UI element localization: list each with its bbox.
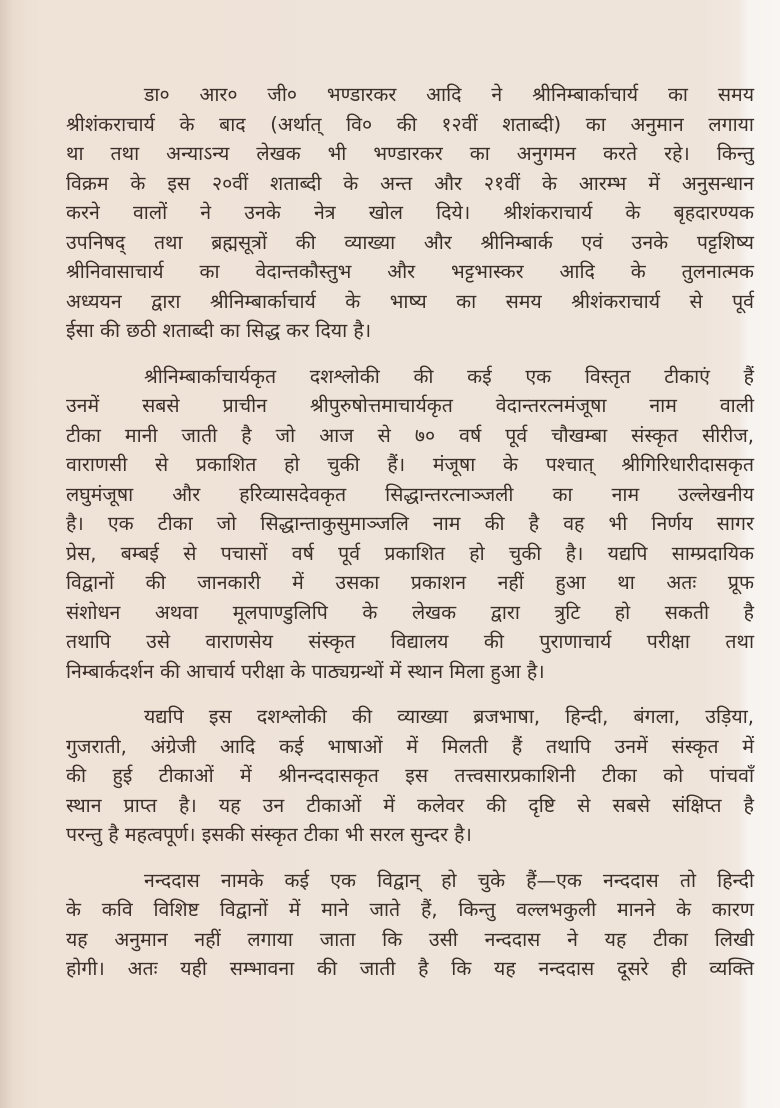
text-line: निम्बार्कदर्शन की आचार्य परीक्षा के पाठ्यग्रन्थों में स्थान मिला हुआ है। [66, 659, 545, 683]
text-line: संशोधन अथवा मूलपाण्डुलिपि के लेखक द्वारा त्रुटि हो सकती है [66, 600, 754, 624]
text-line: अध्ययन द्वारा श्रीनिम्बार्काचार्य के भाष्य का समय श्रीशंकराचार्य से पूर्व [66, 289, 754, 313]
text-line: विद्वानों की जानकारी में उसका प्रकाशन नहीं हुआ था अतः प्रूफ [66, 571, 754, 594]
text-line: स्थान प्राप्त है। यह उन टीकाओं में कलेवर की दृष्टि से सबसे संक्षिप्त है [66, 793, 754, 817]
text-line: होगी। अतः यही सम्भावना की जाती है कि यह नन्ददास दूसरे ही व्यक्ति [66, 957, 754, 980]
text-line: लघुमंजूषा और हरिव्यासदेवकृत सिद्धान्तरत्नाञ्जली का नाम उल्लेखनीय [66, 482, 754, 506]
text-line: यह अनुमान नहीं लगाया जाता कि उसी नन्ददास ने यह टीका लिखी [66, 927, 754, 951]
text-line: था तथा अन्याऽन्य लेखक भी भण्डारकर का अनुगमन करते रहे। किन्तु [66, 142, 754, 165]
paragraph [66, 866, 754, 984]
text-line: परन्तु है महत्वपूर्ण। इसकी संस्कृत टीका भी सरल सुन्दर है। [66, 823, 472, 846]
text-line: करने वालों ने उनके नेत्र खोल दिये। श्रीशंकराचार्य के बृहदारण्यक [66, 201, 754, 224]
text-line: श्रीनिवासाचार्य का वेदान्तकौस्तुभ और भट्टभास्कर आदि के तुलनात्मक [66, 260, 754, 283]
text-line: तथापि उसे वाराणसेय संस्कृत विद्यालय की पुराणाचार्य परीक्षा तथा [66, 630, 754, 653]
text-line: डा० आर० जी० भण्डारकर आदि ने श्रीनिम्बार्काचार्य का समय [144, 83, 754, 106]
text-line: उनमें सबसे प्राचीन श्रीपुरुषोत्तमाचार्यकृत वेदान्तरत्नमंजूषा नाम वाली [66, 394, 754, 417]
paragraph [66, 702, 754, 850]
text-line: ईसा की छठी शताब्दी का सिद्ध कर दिया है। [66, 319, 372, 342]
paragraph [66, 80, 754, 346]
document-body [66, 80, 754, 1000]
text-line: श्रीनिम्बार्काचार्यकृत दशश्लोकी की कई एक विस्तृत टीकाएं हैं [144, 364, 754, 388]
text-line: यद्यपि इस दशश्लोकी की व्याख्या ब्रजभाषा, हिन्दी, बंगला, उड़िया, [144, 705, 754, 728]
text-line: गुजराती, अंग्रेजी आदि कई भाषाओं में मिलती हैं तथापि उनमें संस्कृत में [66, 734, 754, 758]
text-line: की हुई टीकाओं में श्रीनन्ददासकृत इस तत्त्वसारप्रकाशिनी टीका को पांचवाँ [66, 764, 754, 787]
text-line: प्रेस, बम्बई से पचासों वर्ष पूर्व प्रकाशित हो चुकी है। यद्यपि साम्प्रदायिक [66, 541, 754, 565]
text-line: वाराणसी से प्रकाशित हो चुकी हैं। मंजूषा के पश्चात् श्रीगिरिधारीदासकृत [66, 453, 754, 476]
paragraph [66, 362, 754, 687]
text-line: उपनिषद् तथा ब्रह्मसूत्रों की व्याख्या और श्रीनिम्बार्क एवं उनके पट्टशिष्य [66, 230, 754, 254]
text-line: श्रीशंकराचार्य के बाद (अर्थात् वि० की १२वीं शताब्दी) का अनुमान लगाया [66, 112, 754, 136]
text-line: विक्रम के इस २०वीं शताब्दी के अन्त और २१वीं के आरम्भ में अनुसन्धान [66, 171, 754, 195]
text-line: नन्ददास नामके कई एक विद्वान् हो चुके हैं—एक नन्ददास तो हिन्दी [144, 868, 754, 892]
text-line: के कवि विशिष्ट विद्वानों में माने जाते हैं, किन्तु वल्लभकुली मानने के कारण [66, 898, 754, 921]
text-line: टीका मानी जाती है जो आज से ७० वर्ष पूर्व चौखम्बा संस्कृत सीरीज, [66, 423, 754, 447]
text-line: है। एक टीका जो सिद्धान्ताकुसुमाञ्जलि नाम की है वह भी निर्णय सागर [66, 512, 754, 535]
